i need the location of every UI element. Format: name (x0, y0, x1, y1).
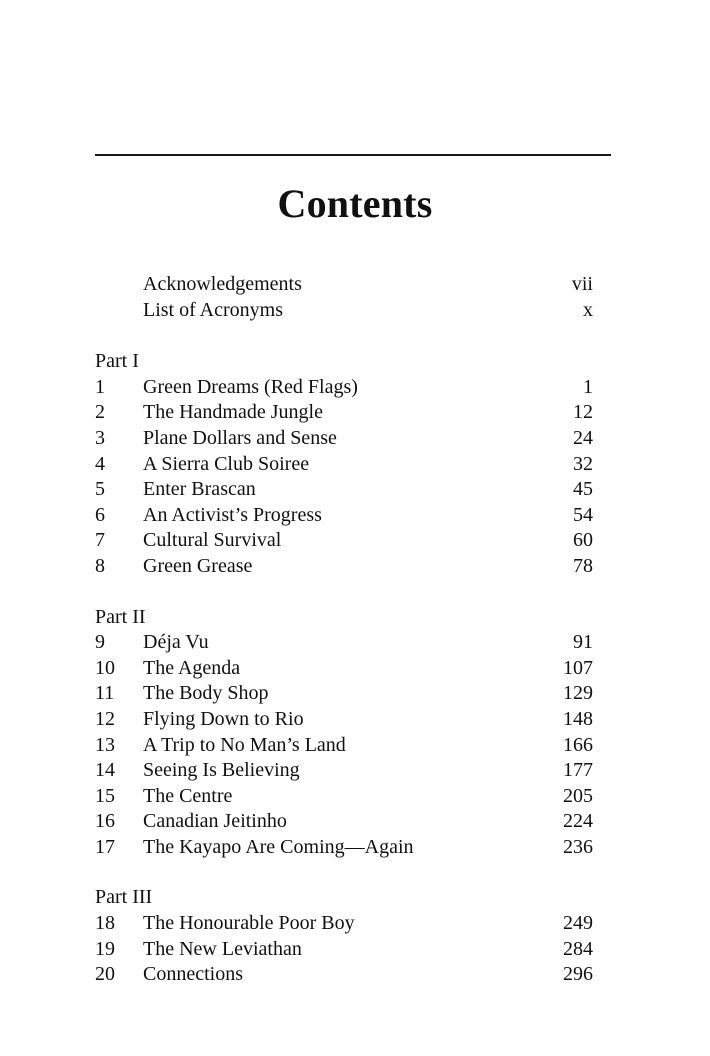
entry-title: List of Acronyms (143, 298, 283, 321)
chapter-number: 14 (95, 759, 115, 782)
chapter-title: Green Dreams (Red Flags) (143, 375, 358, 398)
chapter-number: 15 (95, 784, 115, 807)
chapter-page: 249 (563, 912, 593, 935)
chapter-number: 4 (95, 452, 105, 475)
entry-title: Acknowledgements (143, 273, 302, 295)
toc-entry[interactable] (95, 375, 593, 401)
chapter-title: Canadian Jeitinho (143, 810, 287, 833)
chapter-page: 91 (573, 631, 593, 654)
toc-entry[interactable] (95, 681, 593, 707)
chapter-page: 296 (563, 963, 593, 986)
page-title: Contents (277, 181, 433, 226)
chapter-number: 5 (95, 478, 105, 501)
chapter-page: 32 (573, 452, 593, 475)
chapter-number: 6 (95, 503, 105, 526)
chapter-number: 13 (95, 733, 115, 756)
chapter-title: Plane Dollars and Sense (143, 426, 337, 449)
chapter-title: Déja Vu (143, 631, 209, 654)
chapter-page: 284 (563, 937, 593, 960)
chapter-title: The Centre (143, 784, 233, 807)
toc-entry[interactable] (95, 426, 593, 452)
toc-entry[interactable] (95, 733, 593, 759)
part-heading: Part I (95, 350, 139, 373)
chapter-title: The Kayapo Are Coming—Again (143, 835, 414, 858)
spacer (95, 580, 593, 605)
chapter-page: 78 (573, 554, 593, 577)
toc-entry[interactable] (95, 758, 593, 784)
top-rule (95, 154, 611, 156)
toc-entry-list-of-acronyms[interactable] (95, 298, 593, 324)
chapter-title: The Handmade Jungle (143, 401, 323, 424)
chapter-title: The New Leviathan (143, 937, 302, 960)
toc-entry[interactable] (95, 554, 593, 580)
chapter-title: Flying Down to Rio (143, 707, 304, 730)
entry-page: x (583, 298, 593, 321)
chapter-number: 10 (95, 656, 115, 679)
spacer (95, 323, 593, 349)
toc-entry[interactable] (95, 477, 593, 503)
chapter-number: 17 (95, 835, 115, 858)
chapter-page: 205 (563, 784, 593, 807)
chapter-number: 2 (95, 401, 105, 424)
toc-entry[interactable] (95, 400, 593, 426)
chapter-page: 45 (573, 478, 593, 501)
toc-entry[interactable] (95, 656, 593, 682)
chapter-title: The Agenda (143, 656, 241, 679)
chapter-page: 54 (573, 503, 593, 526)
toc-entry[interactable] (95, 630, 593, 656)
entry-page: vii (571, 273, 593, 295)
spacer (95, 860, 593, 885)
chapter-number: 16 (95, 810, 115, 833)
chapter-page: 24 (573, 426, 593, 449)
chapter-title: Enter Brascan (143, 478, 256, 501)
chapter-title: Connections (143, 963, 243, 986)
chapter-page: 236 (563, 835, 593, 858)
chapter-number: 9 (95, 631, 105, 654)
chapter-number: 3 (95, 426, 105, 449)
chapter-title: The Honourable Poor Boy (143, 912, 355, 935)
chapter-title: The Body Shop (143, 682, 269, 705)
chapter-page: 107 (563, 656, 593, 679)
part-heading: Part II (95, 605, 146, 628)
chapter-number: 8 (95, 554, 105, 577)
chapter-page: 1 (583, 375, 593, 398)
part-heading: Part III (95, 886, 153, 909)
toc-entry-acknowledgements[interactable] (95, 272, 593, 298)
chapter-title: Green Grease (143, 554, 253, 577)
toc-entry[interactable] (95, 937, 593, 963)
chapter-title: Seeing Is Believing (143, 759, 300, 782)
toc-entry[interactable] (95, 962, 593, 988)
chapter-page: 60 (573, 529, 593, 552)
toc-entry[interactable] (95, 707, 593, 733)
chapter-number: 18 (95, 912, 115, 935)
chapter-page: 129 (563, 682, 593, 705)
chapter-title: Cultural Survival (143, 529, 282, 552)
chapter-number: 19 (95, 937, 115, 960)
toc-entry[interactable] (95, 528, 593, 554)
toc-entry[interactable] (95, 809, 593, 835)
toc-entry[interactable] (95, 911, 593, 937)
chapter-page: 224 (563, 810, 593, 833)
toc-entry[interactable] (95, 503, 593, 529)
chapter-title: A Sierra Club Soiree (143, 452, 310, 475)
chapter-title: An Activist’s Progress (143, 503, 322, 526)
chapter-title: A Trip to No Man’s Land (143, 733, 346, 756)
chapter-page: 148 (563, 707, 593, 730)
toc-entry[interactable] (95, 835, 593, 861)
chapter-page: 177 (563, 759, 593, 782)
chapter-page: 166 (563, 733, 593, 756)
toc-entry[interactable] (95, 452, 593, 478)
chapter-page: 12 (573, 401, 593, 424)
chapter-number: 12 (95, 707, 115, 730)
chapter-number: 11 (95, 682, 115, 705)
chapter-number: 7 (95, 529, 105, 552)
toc-entry[interactable] (95, 784, 593, 810)
chapter-number: 1 (95, 375, 105, 398)
chapter-number: 20 (95, 963, 115, 986)
table-of-contents (95, 272, 593, 988)
